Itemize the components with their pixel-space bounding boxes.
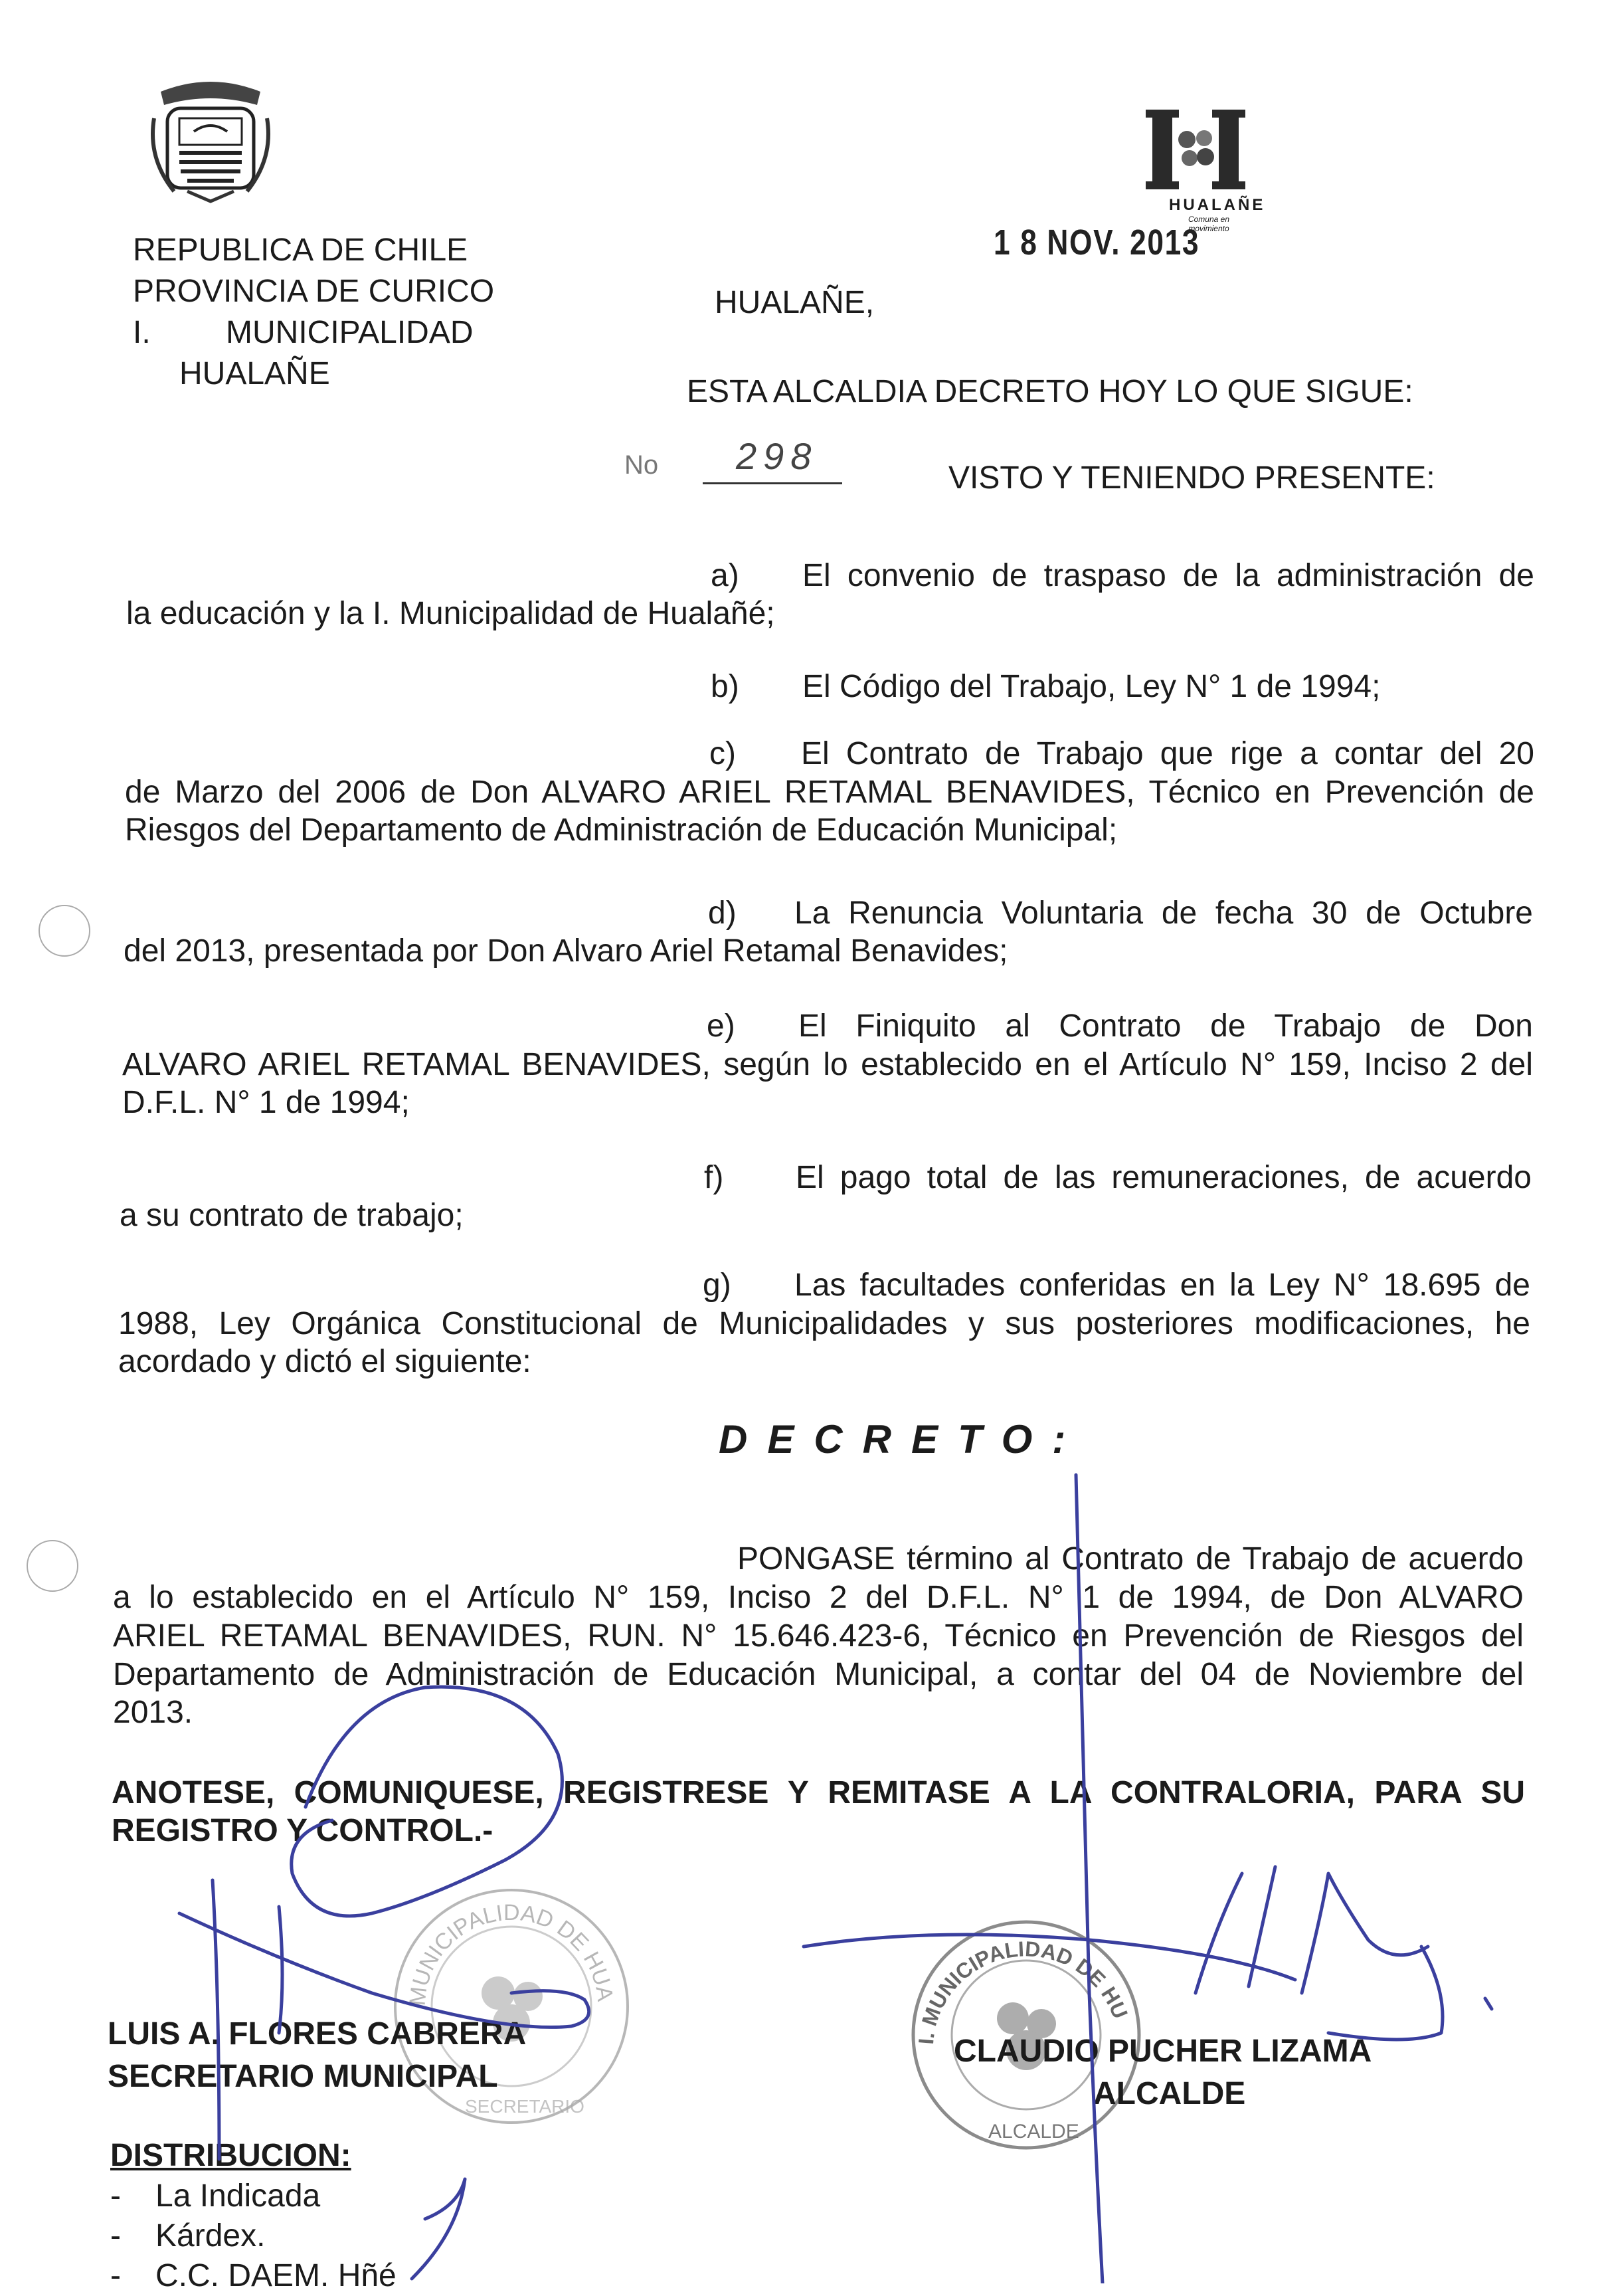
header-line: REPUBLICA DE CHILE	[133, 233, 468, 268]
distribution-item-text: Kárdex.	[155, 2218, 266, 2253]
decreto-text: Departamento de Administración de Educación Municipal, a contar del 04 de Noviembre del	[113, 1657, 1524, 1692]
header-line: MUNICIPALIDAD	[226, 315, 474, 350]
number-value: 298	[736, 435, 818, 477]
secretary-signature-block	[108, 2013, 526, 2098]
distribution-item-text: C.C. DAEM. Hñé	[155, 2258, 397, 2293]
item-letter: g)	[703, 1268, 731, 1303]
header-line: HUALAÑE	[179, 356, 330, 391]
distribution	[110, 2135, 397, 2296]
item-d	[124, 894, 1533, 970]
item-c	[125, 735, 1534, 849]
item-text: Riesgos del Departamento de Administración de Educación Municipal;	[125, 813, 1118, 848]
closing-line: REGISTRO Y CONTROL.-	[112, 1813, 493, 1848]
decreto-text: PONGASE término al Contrato de Trabajo de acuerdo	[737, 1541, 1524, 1577]
seal-text: I. MUNICIPALIDAD DE HU	[914, 1937, 1133, 2046]
item-text: de Marzo del 2006 de Don ALVARO ARIEL RETAMAL BENAVIDES, Técnico en Prevención de	[125, 775, 1534, 810]
mayor-name: CLAUDIO PUCHER LIZAMA	[954, 2034, 1372, 2069]
item-text: la educación y la I. Municipalidad de Hualañé;	[126, 596, 775, 631]
item-text: acordado y dictó el siguiente:	[118, 1344, 531, 1379]
decreto-text: 2013.	[113, 1695, 193, 1730]
coat-of-arms-logo	[147, 78, 274, 205]
secretary-title: SECRETARIO MUNICIPAL	[108, 2059, 498, 2094]
item-text: El Finiquito al Contrato de Trabajo de Don	[798, 1008, 1533, 1044]
item-letter: c)	[709, 736, 736, 771]
secretary-name: LUIS A. FLORES CABRERA	[108, 2016, 527, 2052]
item-f	[120, 1159, 1532, 1234]
item-letter: d)	[708, 896, 737, 931]
item-e	[122, 1007, 1533, 1121]
item-text: Las facultades conferidas en la Ley N° 18.695 de	[794, 1268, 1530, 1303]
item-letter: e)	[707, 1008, 735, 1044]
item-text: D.F.L. N° 1 de 1994;	[122, 1085, 410, 1120]
header-line: PROVINCIA DE CURICO	[133, 274, 495, 309]
mayor-signature-stroke	[1485, 1998, 1492, 2009]
mayor-signature-block	[954, 2030, 1372, 2115]
secretary-signature-stroke	[412, 2179, 465, 2279]
item-text: El Contrato de Trabajo que rige a contar del 20	[801, 736, 1534, 771]
decreto-title: DECRETO:	[719, 1417, 1086, 1462]
mayor-signature-stroke	[1328, 1947, 1443, 2040]
seal-text: SECRETARIO	[465, 2096, 584, 2117]
item-text: El pago total de las remuneraciones, de acuerdo	[796, 1160, 1532, 1195]
distribution-item-text: La Indicada	[155, 2178, 321, 2214]
hualane-logo	[1142, 106, 1266, 239]
date-stamp: 1 8 NOV. 2013	[994, 223, 1200, 262]
closing-statement	[112, 1774, 1525, 1850]
distribution-title: DISTRIBUCION:	[110, 2138, 351, 2173]
item-text: a su contrato de trabajo;	[120, 1198, 464, 1233]
distribution-item: - Kárdex.	[110, 2218, 266, 2253]
item-text: del 2013, presentada por Don Alvaro Ariel Retamal Benavides;	[124, 933, 1008, 969]
decree-number	[624, 432, 903, 492]
distribution-item: - La Indicada	[110, 2178, 321, 2214]
logo-tagline: Comuna en movimiento	[1188, 215, 1230, 233]
item-letter: f)	[704, 1160, 724, 1195]
punch-hole	[27, 1540, 78, 1592]
header-line: I.	[133, 315, 151, 350]
item-g	[118, 1266, 1530, 1381]
item-a	[126, 557, 1534, 632]
distribution-item: - C.C. DAEM. Hñé	[110, 2258, 397, 2293]
mayor-signature-stroke	[1196, 1867, 1428, 1993]
decreto-body	[113, 1540, 1524, 1731]
number-underline	[703, 482, 842, 484]
item-text: ALVARO ARIEL RETAMAL BENAVIDES, según lo establecido en el Artículo N° 159, Inciso 2 del	[122, 1047, 1533, 1082]
item-letter: b)	[711, 669, 739, 704]
mayor-title: ALCALDE	[1093, 2076, 1246, 2111]
item-text: 1988, Ley Orgánica Constitucional de Municipalidades y sus posteriores modificaciones, he	[118, 1306, 1530, 1341]
item-text: El Código del Trabajo, Ley N° 1 de 1994;	[802, 669, 1381, 704]
visto-line: VISTO Y TENIENDO PRESENTE:	[948, 460, 1435, 496]
place-line: HUALAÑE,	[715, 285, 875, 320]
closing-line: ANOTESE, COMUNIQUESE, REGISTRESE Y REMITASE A LA CONTRALORIA, PARA SU	[112, 1775, 1525, 1810]
decreto-text: a lo establecido en el Artículo N° 159, Inciso 2 del D.F.L. N° 1 de 1994, de Don ALVARO	[113, 1580, 1524, 1615]
item-letter: a)	[711, 558, 739, 593]
intro-line: ESTA ALCALDIA DECRETO HOY LO QUE SIGUE:	[687, 374, 1413, 409]
logo-name: HUALAÑE	[1169, 196, 1266, 214]
decreto-text: ARIEL RETAMAL BENAVIDES, RUN. N° 15.646.423-6, Técnico en Prevención de Riesgos del	[113, 1618, 1524, 1654]
seal-text: MUNICIPALIDAD DE HUA	[404, 1899, 618, 2007]
punch-hole	[39, 905, 90, 957]
item-text: El convenio de traspaso de la administración de	[802, 558, 1534, 593]
item-b	[711, 668, 1380, 706]
institution-header	[133, 230, 494, 395]
number-label: No	[624, 450, 659, 480]
item-text: La Renuncia Voluntaria de fecha 30 de Octubre	[794, 896, 1533, 931]
seal-text: ALCALDE	[988, 2121, 1079, 2143]
